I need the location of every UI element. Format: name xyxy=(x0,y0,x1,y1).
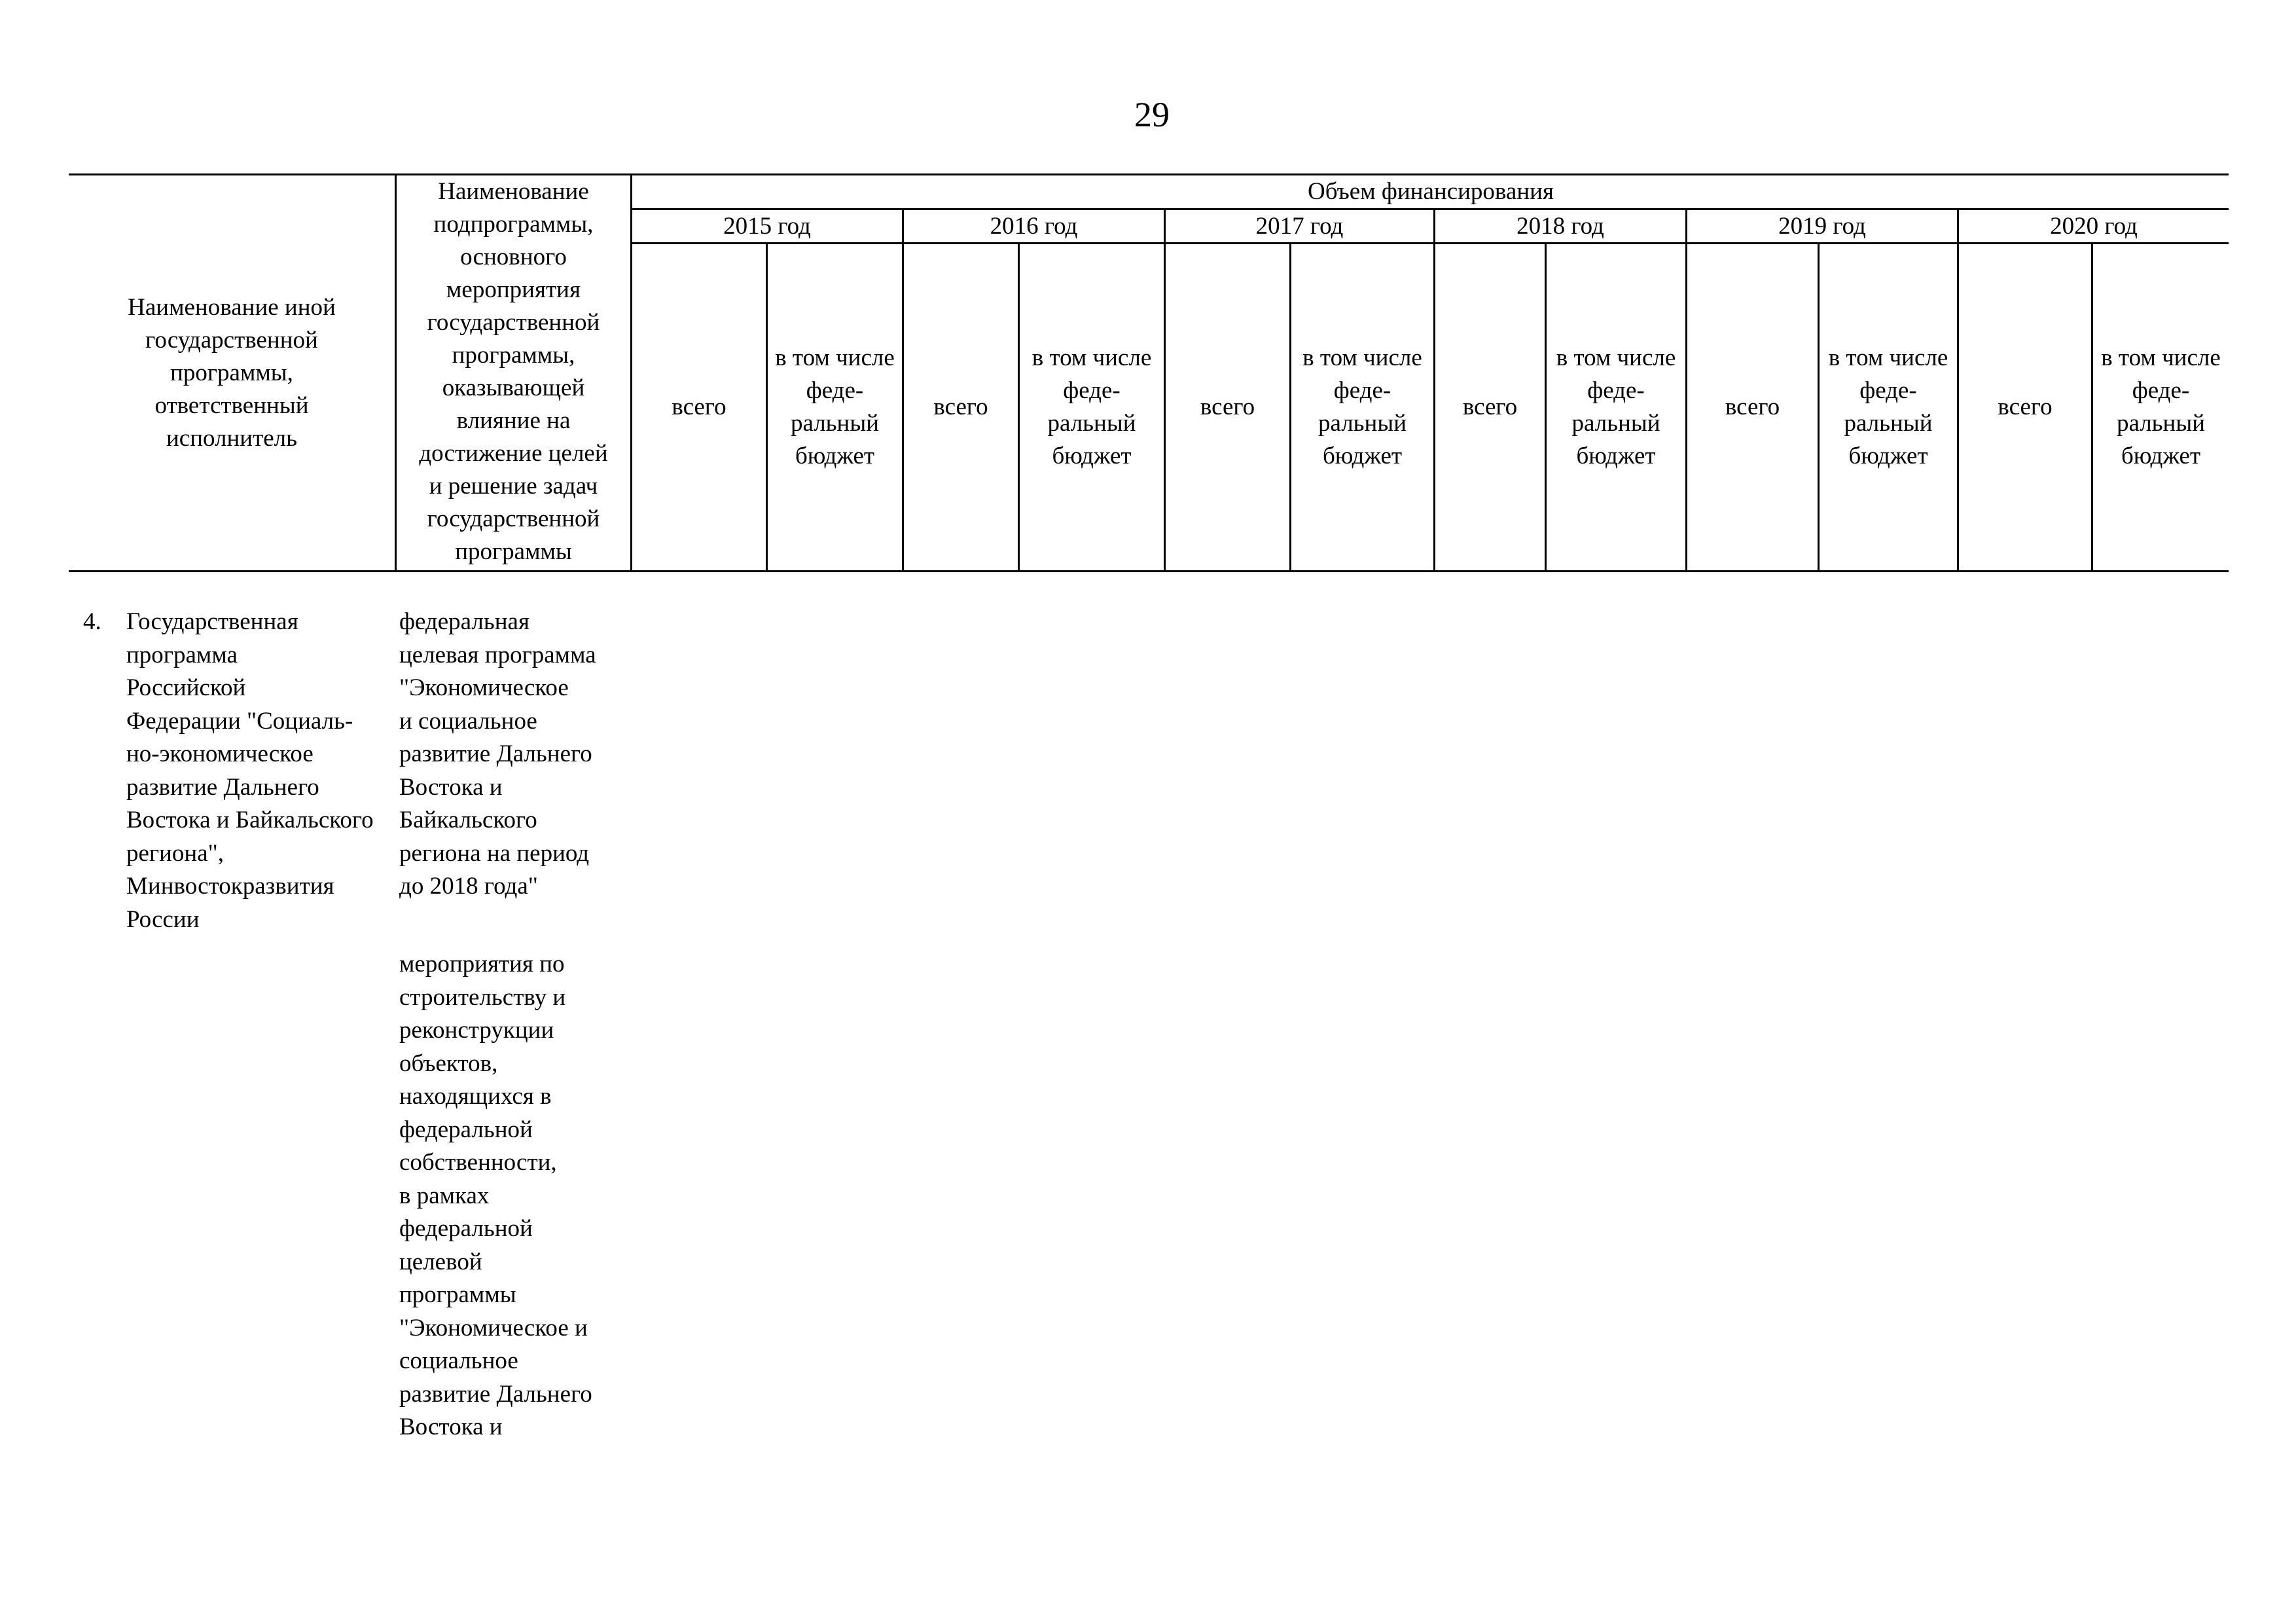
header-year: 2015 год xyxy=(723,212,811,240)
header-total: всего xyxy=(933,393,988,420)
header-federal-budget: в том числе феде- ральный бюджет xyxy=(2101,344,2221,469)
header-subprogram-name: Наименование подпрограммы, основного мероприятия государственной программы, оказывающей влияние на достижение целей и решение задач государственной программы xyxy=(419,178,608,565)
header-funding-volume: Объем финансирования xyxy=(1308,178,1554,205)
header-program-name: Наименование иной государственной программы, ответственный исполнитель xyxy=(128,293,336,452)
header-federal-budget: в том числе феде- ральный бюджет xyxy=(775,344,895,469)
row-subprogram-fcp: федеральная целевая программа "Экономическое и социальное развитие Дальнего Востока и Байкальского региона на период до 2018 года" xyxy=(399,608,596,900)
row-number: 4. xyxy=(83,608,101,635)
header-federal-budget: в том числе феде- ральный бюджет xyxy=(1302,344,1422,469)
header-total: всего xyxy=(1200,393,1255,420)
table-header-bottom-border xyxy=(69,570,2229,572)
header-total: всего xyxy=(1462,393,1518,420)
header-federal-budget: в том числе феде- ральный бюджет xyxy=(1828,344,1948,469)
page-number: 29 xyxy=(1134,95,1170,134)
row-program-name: Государственная программа Российской Федерации "Социаль- но-экономическое развитие Дальнего Востока и Байкальского региона", Минвостокразвития России xyxy=(126,608,374,933)
header-year: 2017 год xyxy=(1255,212,1344,240)
header-total: всего xyxy=(672,393,726,420)
header-total: всего xyxy=(1725,393,1780,420)
header-total: всего xyxy=(1998,393,2053,420)
header-year: 2020 год xyxy=(2050,212,2138,240)
header-federal-budget: в том числе феде- ральный бюджет xyxy=(1556,344,1676,469)
row-subprogram-construction: мероприятия по строительству и реконструкции объектов, находящихся в федеральной собственности, в рамках федеральной целевой программы "Экономическое и социальное развитие Дальнего Востока и xyxy=(399,951,592,1440)
header-year: 2018 год xyxy=(1516,212,1604,240)
header-federal-budget: в том числе феде- ральный бюджет xyxy=(1031,344,1152,469)
header-year: 2016 год xyxy=(990,212,1078,240)
header-year: 2019 год xyxy=(1778,212,1866,240)
